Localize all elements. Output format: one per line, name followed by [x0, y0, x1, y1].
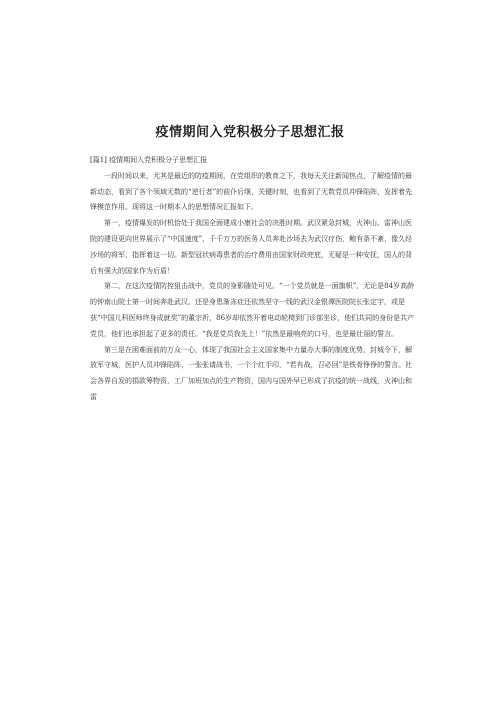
document-body — [90, 153, 418, 406]
paragraph-4: 第三是在困难面前的万众一心，体现了我国社会主义国家集中力量办大事的制度优势，封城令下，解放军守城，医护人员冲锋陷阵，一张张请战书，一个个红手印，“若有战，召必回”是铁骨铮铮的誓言。社会各界自发的捐款筹物资，工厂加班加点的生产物资，国内与国外早已形成了抗疫的统一战线，火神山和雷 — [90, 345, 413, 401]
paragraph-2: 第一，疫情爆发的时机恰处于我国全面建成小康社会的决胜时期。武汉紧急封城，火神山、雷神山医院的建设更向世界展示了“中国速度”，千千万万的医务人员奔赴沙场去为武汉疗伤，鲍有条不紊，像久经沙场的将军，指挥着这一切。新型冠状病毒患者的治疗费用由国家财政兜底，无疑是一种安抚，国人的背后有强大的国家作为后盾！ — [90, 219, 413, 275]
paragraph-3: 第二，在这次疫情防控狙击战中，党员的身影随处可见。“一个党员就是一面旗帜”，无论是84岁高龄的钟南山院士第一时间奔赴武汉、还是身患渐冻症还依然坚守一线的武汉金银潭医院院长张定宇，或是获“中国儿科医师终身成就奖”的董宗祈，86岁却依然开着电动轮椅到门诊部坐诊，他们共同的身份是共产党员，他们也承担起了更多的责任。“我是党员我先上！”依然是最响亮的口号，也是最壮丽的誓言。 — [90, 282, 415, 338]
document-title: 疫情期间入党积极分子思想汇报 — [155, 125, 345, 140]
paragraph-1: 一段时间以来，尤其是最近的防疫期间，在党组织的教育之下，我每天关注新闻热点，了解疫情的最新动态，看到了各个领域无数的“逆行者”的前仆后继，关键时刻，也看到了无数党员冲锋陷阵，发挥着先锋模范作用。现将这一时期本人的思想情况汇报如下。 — [90, 171, 413, 212]
document-subtitle: [篇1] 疫情期间入党积极分子思想汇报 — [90, 156, 208, 164]
